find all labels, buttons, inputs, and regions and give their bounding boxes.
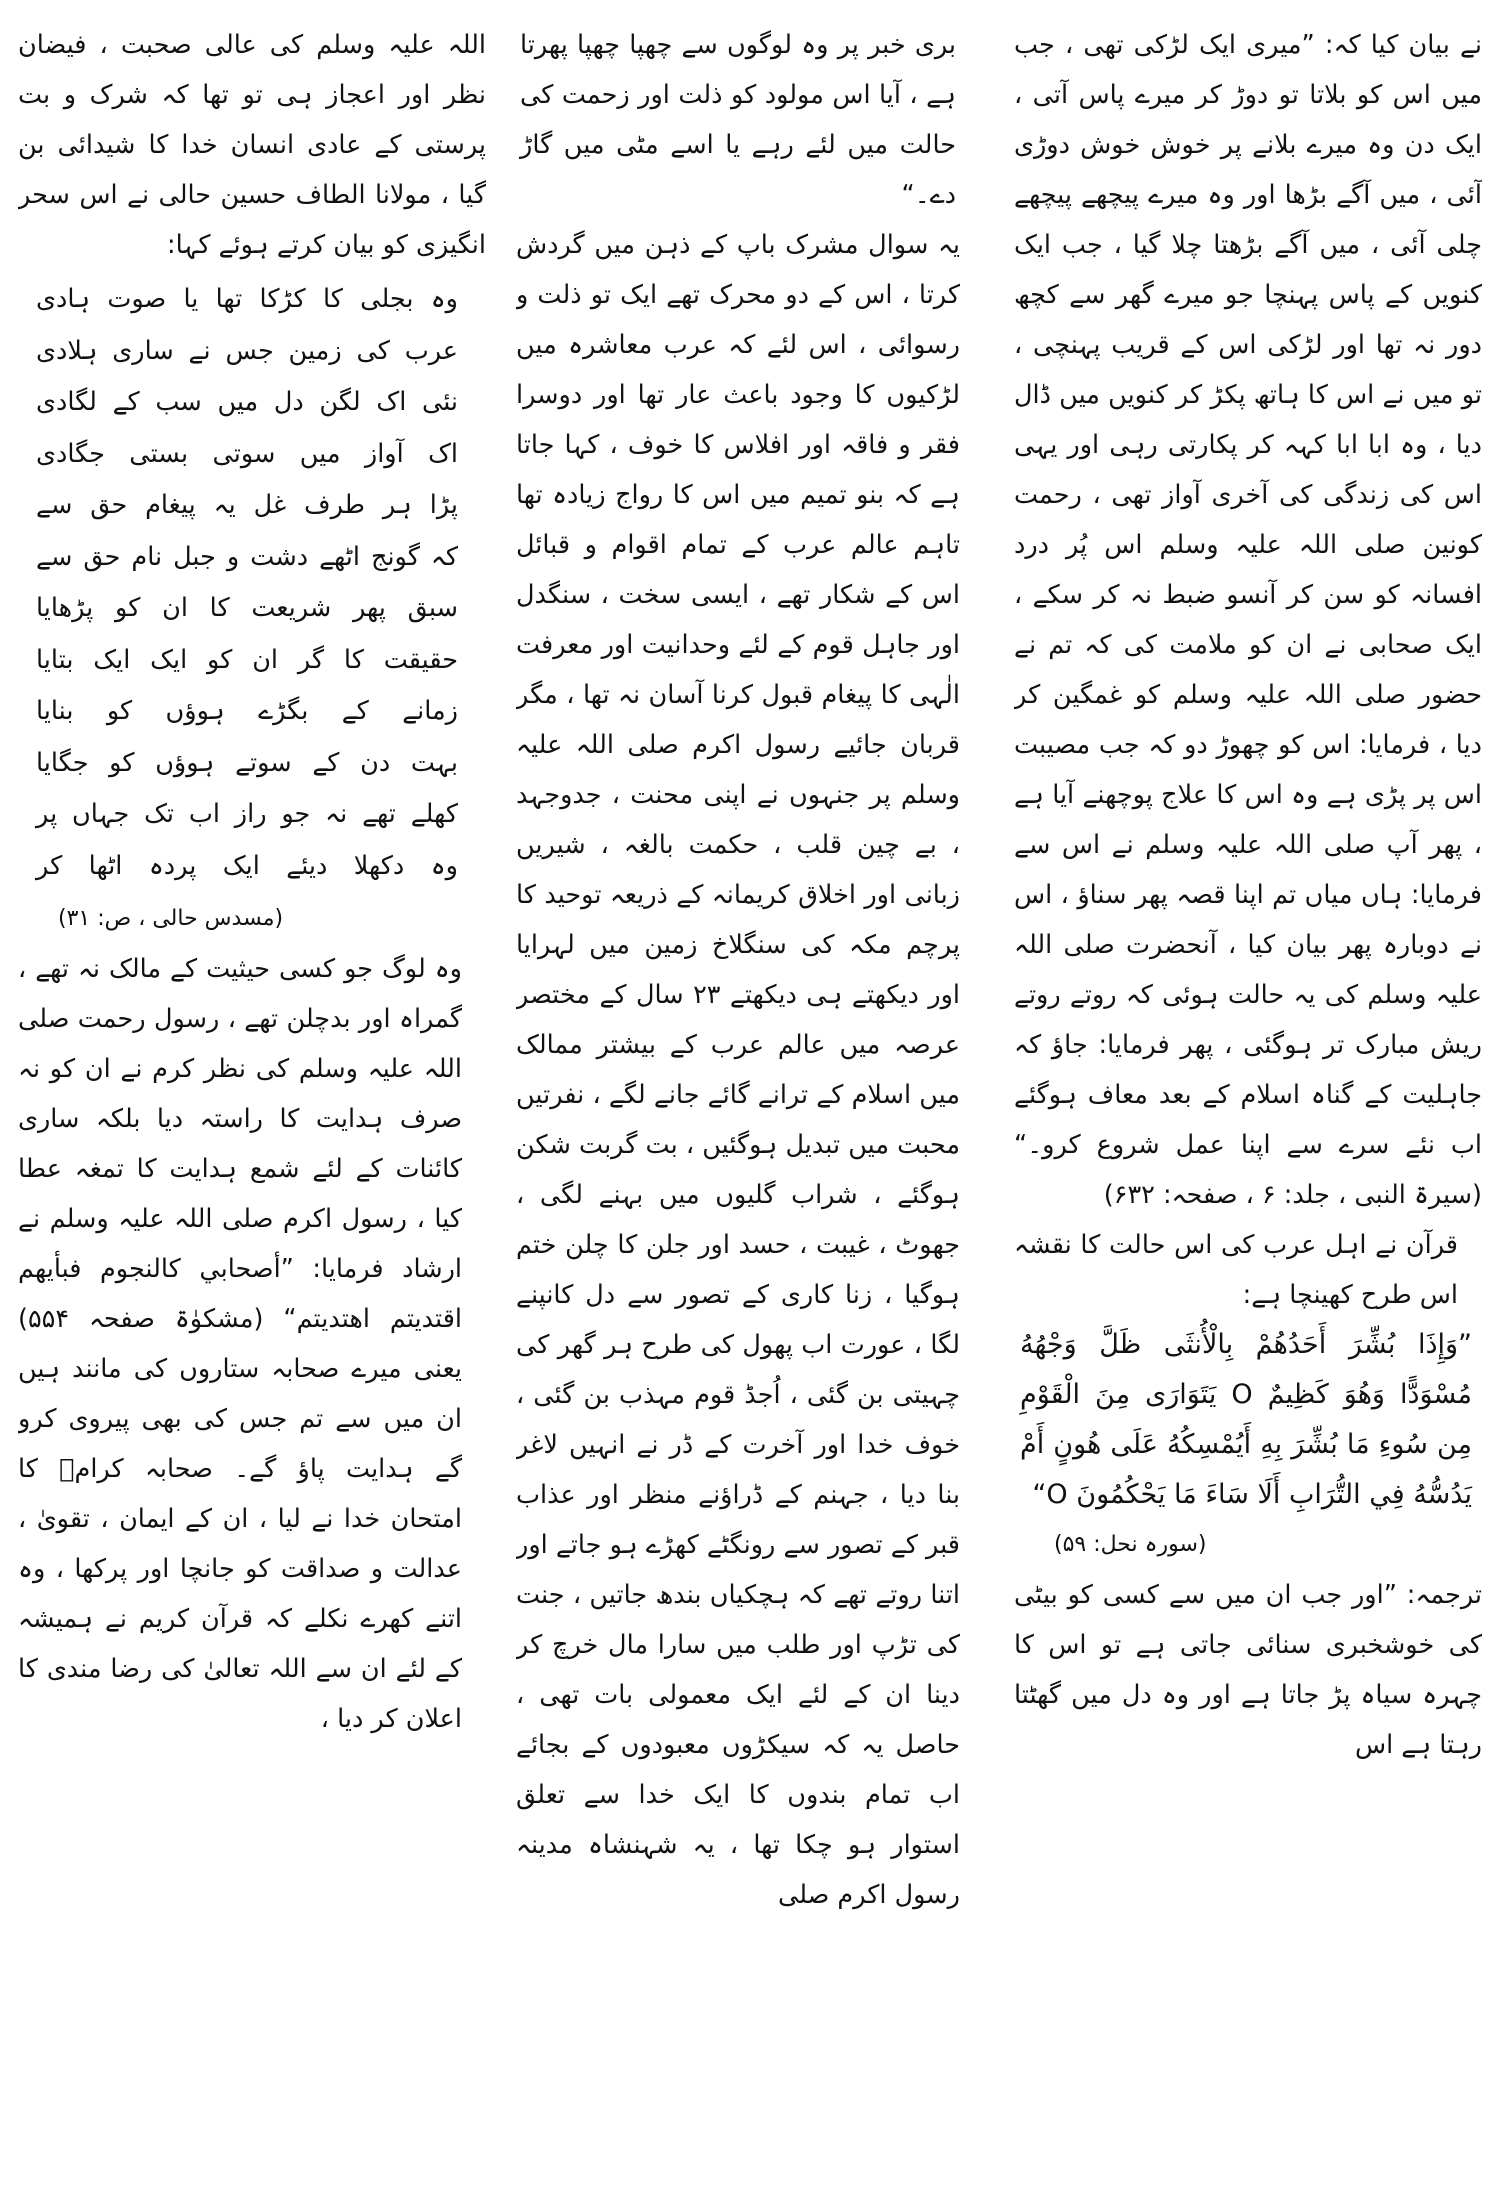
- translation-continuation: بری خبر پر وہ لوگوں سے چھپا چھپا پھرتا ہے ، آیا اس مولود کو ذلت اور زحمت کی حالت میں لئے رہے یا اسے مٹی میں گاڑ دے۔“: [520, 30, 956, 210]
- poem-line: اک آواز میں سوتی بستی جگادی: [36, 438, 458, 469]
- verse-translation: ترجمہ: ”اور جب ان میں سے کسی کو بیٹی کی خوشخبری سنائی جاتی ہے تو اس کا چہرہ سیاہ پڑ جاتا ہے اور وہ دل میں گھٹتا رہتا ہے اس: [1014, 1580, 1482, 1760]
- paragraph-main: یہ سوال مشرک باپ کے ذہن میں گردش کرتا ، اس کے دو محرک تھے ایک تو ذلت و رسوائی ، اس لئے کہ عرب معاشرہ میں لڑکیوں کا وجود باعث عار تھا اور دوسرا فقر و فاقہ اور افلاس کا خوف ، کہا جاتا ہے کہ بنو تمیم میں اس کا رواج زیادہ تھا تاہم عالم عرب کے تمام اقوام و قبائل اس کے شکار تھے ، ایسی سخت ، سنگدل اور جاہل قوم کے لئے وحدانیت اور معرفت الٰہی کا پیغام قبول کرنا آسان نہ تھا ، مگر قربان جائیے رسول اکرم صلی اللہ علیہ وسلم پر جنہوں نے اپنی محنت ، جدوجہد ، بے چین قلب ، حکمت بالغہ ، شیریں زبانی اور اخلاق کریمانہ کے ذریعہ توحید کا پرچم مکہ کی سنگلاخ زمین میں لہرایا اور دیکھتے ہی دیکھتے ۲۳ سال کے مختصر عرصہ میں عالم عرب کے بیشتر ممالک میں اسلام کے ترانے گائے جانے لگے ، نفرتیں محبت میں تبدیل ہوگئیں ، بت گربت شکن ہوگئے ، شراب گلیوں میں بہنے لگی ، جھوٹ ، غیبت ، حسد اور جلن کا چلن ختم ہوگیا ، زنا کاری کے تصور سے دل کانپنے لگا ، عورت اب پھول کی طرح ہر گھر کی چہیتی بن گئی ، اُجڈ قوم مہذب بن گئی ، خوف خدا اور آخرت کے ڈر نے انہیں لاغر بنا دیا ، جہنم کے ڈراؤنے منظر اور عذاب قبر کے تصور سے رونگٹے کھڑے ہو جاتے اور اتنا روتے تھے کہ ہچکیاں بندھ جاتیں ، جنت کی تڑپ اور طلب میں سارا مال خرچ کر دینا ان کے لئے ایک معمولی بات تھی ، حاصل یہ کہ سیکڑوں معبودوں کے بجائے اب تمام بندوں کا ایک خدا سے تعلق استوار ہو چکا تھا ، یہ شہنشاہ مدینہ رسول اکرم صلی: [516, 230, 961, 1910]
- column-left: [18, 20, 486, 2190]
- paragraph-quran-intro: قرآن نے اہل عرب کی اس حالت کا نقشہ اس طرح کھینچا ہے:: [1014, 1230, 1458, 1310]
- poem-line: وہ بجلی کا کڑکا تھا یا صوت ہادی: [36, 284, 458, 314]
- poem-line: پڑا ہر طرف غل یہ پیغام حق سے: [36, 490, 458, 520]
- poem-line: نئی اک لگن دل میں سب کے لگادی: [36, 387, 458, 417]
- paragraph-story: نے بیان کیا کہ: ”میری ایک لڑکی تھی ، جب میں اس کو بلاتا تو دوڑ کر میرے پاس آتی ، ایک دن وہ میرے بلانے پر خوش خوش دوڑی آئی ، میں آگے بڑھا اور وہ میرے پیچھے پیچھے چلی آئی ، میں آگے بڑھتا چلا گیا ، جب ایک کنویں کے پاس پہنچا جو میرے گھر سے کچھ دور نہ تھا اور لڑکی اس کے قریب پہنچی ، تو میں نے اس کا ہاتھ پکڑ کر کنویں میں ڈال دیا ، وہ ابا ابا کہہ کر پکارتی رہی اور یہی اس کی زندگی کی آخری آواز تھی ، رحمت کونین صلی اللہ علیہ وسلم اس پُر درد افسانہ کو سن کر آنسو ضبط نہ کر سکے ، ایک صحابی نے ان کو ملامت کی کہ تم نے حضور صلی اللہ علیہ وسلم کو غمگین کر دیا ، فرمایا: اس کو چھوڑ دو کہ جب مصیبت اس پر پڑی ہے وہ اس کا علاج پوچھنے آیا ہے ، پھر آپ صلی اللہ علیہ وسلم نے اس سے فرمایا: ہاں میاں تم اپنا قصہ پھر سناؤ ، اس نے دوبارہ پھر بیان کیا ، آنحضرت صلی اللہ علیہ وسلم کی یہ حالت ہوئی کہ روتے روتے ریش مبارک تر ہوگئی ، پھر فرمایا: جاؤ کہ جاہلیت کے گناہ اسلام کے بعد معاف ہوگئے اب نئے سرے سے اپنا عمل شروع کرو۔“ (سیرۃ النبی ، جلد: ۶ ، صفحہ: ۶۳۲): [1014, 30, 1482, 1210]
- poem: [18, 274, 486, 892]
- poem-line: کہ گونج اٹھے دشت و جبل نام حق سے: [36, 541, 458, 572]
- column-right: [1014, 20, 1482, 2190]
- verse-reference: (سورہ نحل: ۵۹): [1054, 1532, 1207, 1557]
- poem-reference: (مسدس حالی ، ص: ۳۱): [58, 906, 284, 931]
- paragraph-companions: وہ لوگ جو کسی حیثیت کے مالک نہ تھے ، گمراہ اور بدچلن تھے ، رسول رحمت صلی اللہ علیہ وسلم کی نظر کرم نے ان کو نہ صرف ہدایت کا راستہ دیا بلکہ ساری کائنات کے لئے شمع ہدایت کا تمغہ عطا کیا ، رسول اکرم صلی اللہ علیہ وسلم نے ارشاد فرمایا: ”أصحابي كالنجوم فبأيهم اقتديتم اهتديتم“ (مشکوٰۃ صفحہ ۵۵۴) یعنی میرے صحابہ ستاروں کی مانند ہیں ان میں سے تم جس کی بھی پیروی کرو گے ہدایت پاؤ گے۔ صحابہ کرامؓ کا امتحان خدا نے لیا ، ان کے ایمان ، تقویٰ ، عدالت و صداقت کو جانچا اور پرکھا ، وہ اتنے کھرے نکلے کہ قرآن کریم نے ہمیشہ کے لئے ان سے اللہ تعالیٰ کی رضا مندی کا اعلان کر دیا ،: [18, 954, 463, 1734]
- poem-line: سبق پھر شریعت کا ان کو پڑھایا: [36, 593, 458, 623]
- poem-line: وہ دکھلا دیئے ایک پردہ اٹھا کر: [36, 850, 458, 881]
- poem-line: حقیقت کا گر ان کو ایک ایک بتایا: [36, 644, 458, 675]
- quran-verse: ”وَإِذَا بُشِّرَ أَحَدُهُمْ بِالْأُنثَى ظَلَّ وَجْهُهُ مُسْوَدًّا وَهُوَ كَظِيمٌ O يَتَوَارَى مِنَ الْقَوْمِ مِن سُوءِ مَا بُشِّرَ بِهِ أَيُمْسِكُهُ عَلَى هُونٍ أَمْ يَدُسُّهُ فِي التُّرَابِ أَلَا سَاءَ مَا يَحْكُمُونَ O“: [1020, 1329, 1472, 1510]
- poem-line: کھلے تھے نہ جو راز اب تک جہاں پر: [36, 799, 458, 829]
- poem-line: بہت دن کے سوتے ہوؤں کو جگایا: [36, 747, 458, 778]
- column-middle: [516, 20, 984, 2190]
- paragraph-intro: اللہ علیہ وسلم کی عالی صحبت ، فیضان نظر اور اعجاز ہی تو تھا کہ شرک و بت پرستی کے عادی انسان خدا کا شیدائی بن گیا ، مولانا الطاف حسین حالی نے اس سحر انگیزی کو بیان کرتے ہوئے کہا:: [18, 30, 486, 260]
- poem-line: عرب کی زمین جس نے ساری ہلادی: [36, 335, 458, 366]
- poem-line: زمانے کے بگڑے ہوؤں کو بنایا: [36, 696, 458, 726]
